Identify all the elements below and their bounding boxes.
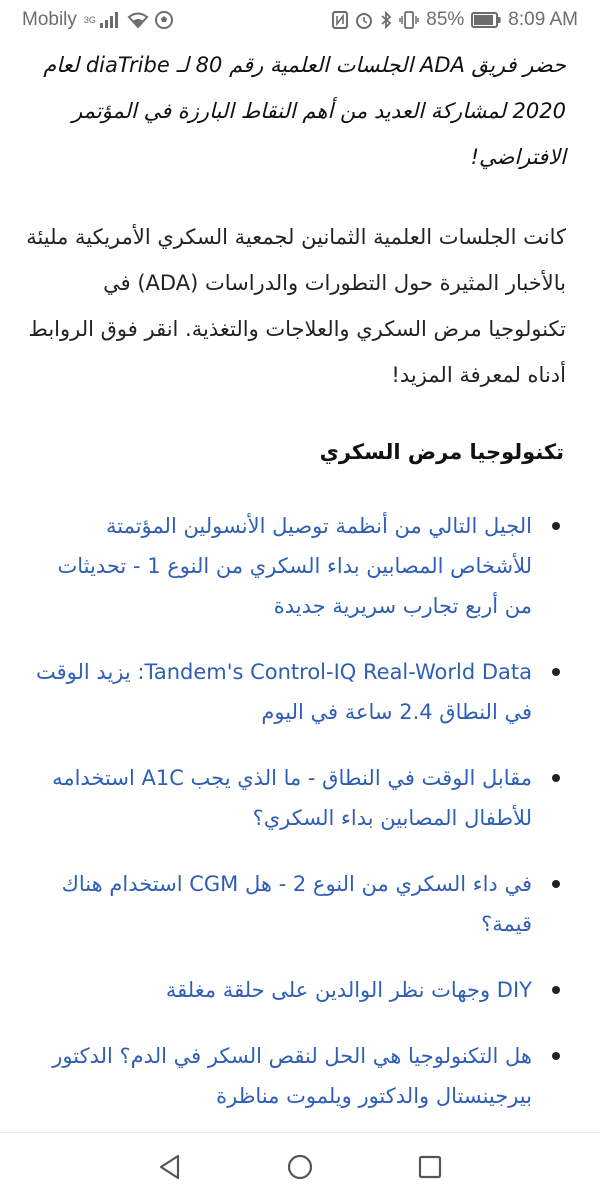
bullet-icon xyxy=(552,774,560,782)
article-paragraph: كانت الجلسات العلمية الثمانين لجمعية السكري الأمريكية مليئة بالأخبار المثيرة حول التطورات والدراسات (ADA) في تكنولوجيا مرض السكري والعلاجات والتغذية. انقر فوق الروابط أدناه لمعرفة المزيد! xyxy=(26,225,566,387)
status-right xyxy=(332,9,578,31)
bullet-icon xyxy=(552,880,560,888)
battery-percent: 85% xyxy=(426,9,465,30)
back-button[interactable] xyxy=(150,1147,190,1187)
bullet-icon xyxy=(552,522,560,530)
signal-icon xyxy=(99,12,121,28)
list-item xyxy=(24,1036,566,1116)
list-item xyxy=(24,970,566,1010)
carrier-name: Mobily xyxy=(22,9,77,30)
system-nav-bar xyxy=(0,1132,600,1201)
article-link[interactable]: الجيل التالي من أنظمة توصيل الأنسولين المؤتمتة للأشخاص المصابين بداء السكري من النوع 1 - تحديثات من أربع تجارب سريرية جديدة xyxy=(57,514,532,618)
alarm-icon xyxy=(355,11,373,29)
article-link[interactable]: مقابل الوقت في النطاق - ما الذي يجب A1C استخدامه للأطفال المصابين بداء السكري؟ xyxy=(52,766,532,830)
article-intro: حضر فريق ADA الجلسات العلمية رقم 80 لـ diaTribe لعام 2020 لمشاركة العديد من أهم النقاط البارزة في المؤتمر الافتراضي! xyxy=(43,53,566,169)
article-link[interactable]: Tandem's Control-IQ Real-World Data: يزيد الوقت في النطاق 2.4 ساعة في اليوم xyxy=(36,660,532,724)
recents-icon xyxy=(416,1153,444,1181)
article-link[interactable]: في داء السكري من النوع 2 - هل CGM استخدام هناك قيمة؟ xyxy=(61,872,532,936)
article-link-list xyxy=(24,506,566,1182)
article-link[interactable]: DIY وجهات نظر الوالدين على حلقة مغلقة xyxy=(165,978,532,1002)
battery-icon xyxy=(471,12,501,28)
status-left xyxy=(22,9,173,31)
back-icon xyxy=(156,1153,184,1181)
recents-button[interactable] xyxy=(410,1147,450,1187)
list-item xyxy=(24,864,566,944)
list-item xyxy=(24,506,566,626)
network-type: 3G xyxy=(83,15,96,25)
nfc-icon xyxy=(332,11,348,29)
article-link[interactable]: هل التكنولوجيا هي الحل لنقص السكر في الدم؟ الدكتور بيرجينستال والدكتور ويلموت مناظرة xyxy=(52,1044,532,1108)
bluetooth-icon xyxy=(380,11,392,29)
soccer-ball-icon xyxy=(155,11,173,29)
bullet-icon xyxy=(552,668,560,676)
wifi-icon xyxy=(128,12,148,28)
section-heading: تكنولوجيا مرض السكري xyxy=(319,440,564,464)
status-bar xyxy=(0,0,600,40)
home-button[interactable] xyxy=(280,1147,320,1187)
vibrate-icon xyxy=(399,11,419,29)
clock-time: 8:09 AM xyxy=(508,9,578,30)
bullet-icon xyxy=(552,986,560,994)
bullet-icon xyxy=(552,1052,560,1060)
list-item xyxy=(24,652,566,732)
home-icon xyxy=(286,1153,314,1181)
article-content xyxy=(0,40,600,1132)
list-item xyxy=(24,758,566,838)
